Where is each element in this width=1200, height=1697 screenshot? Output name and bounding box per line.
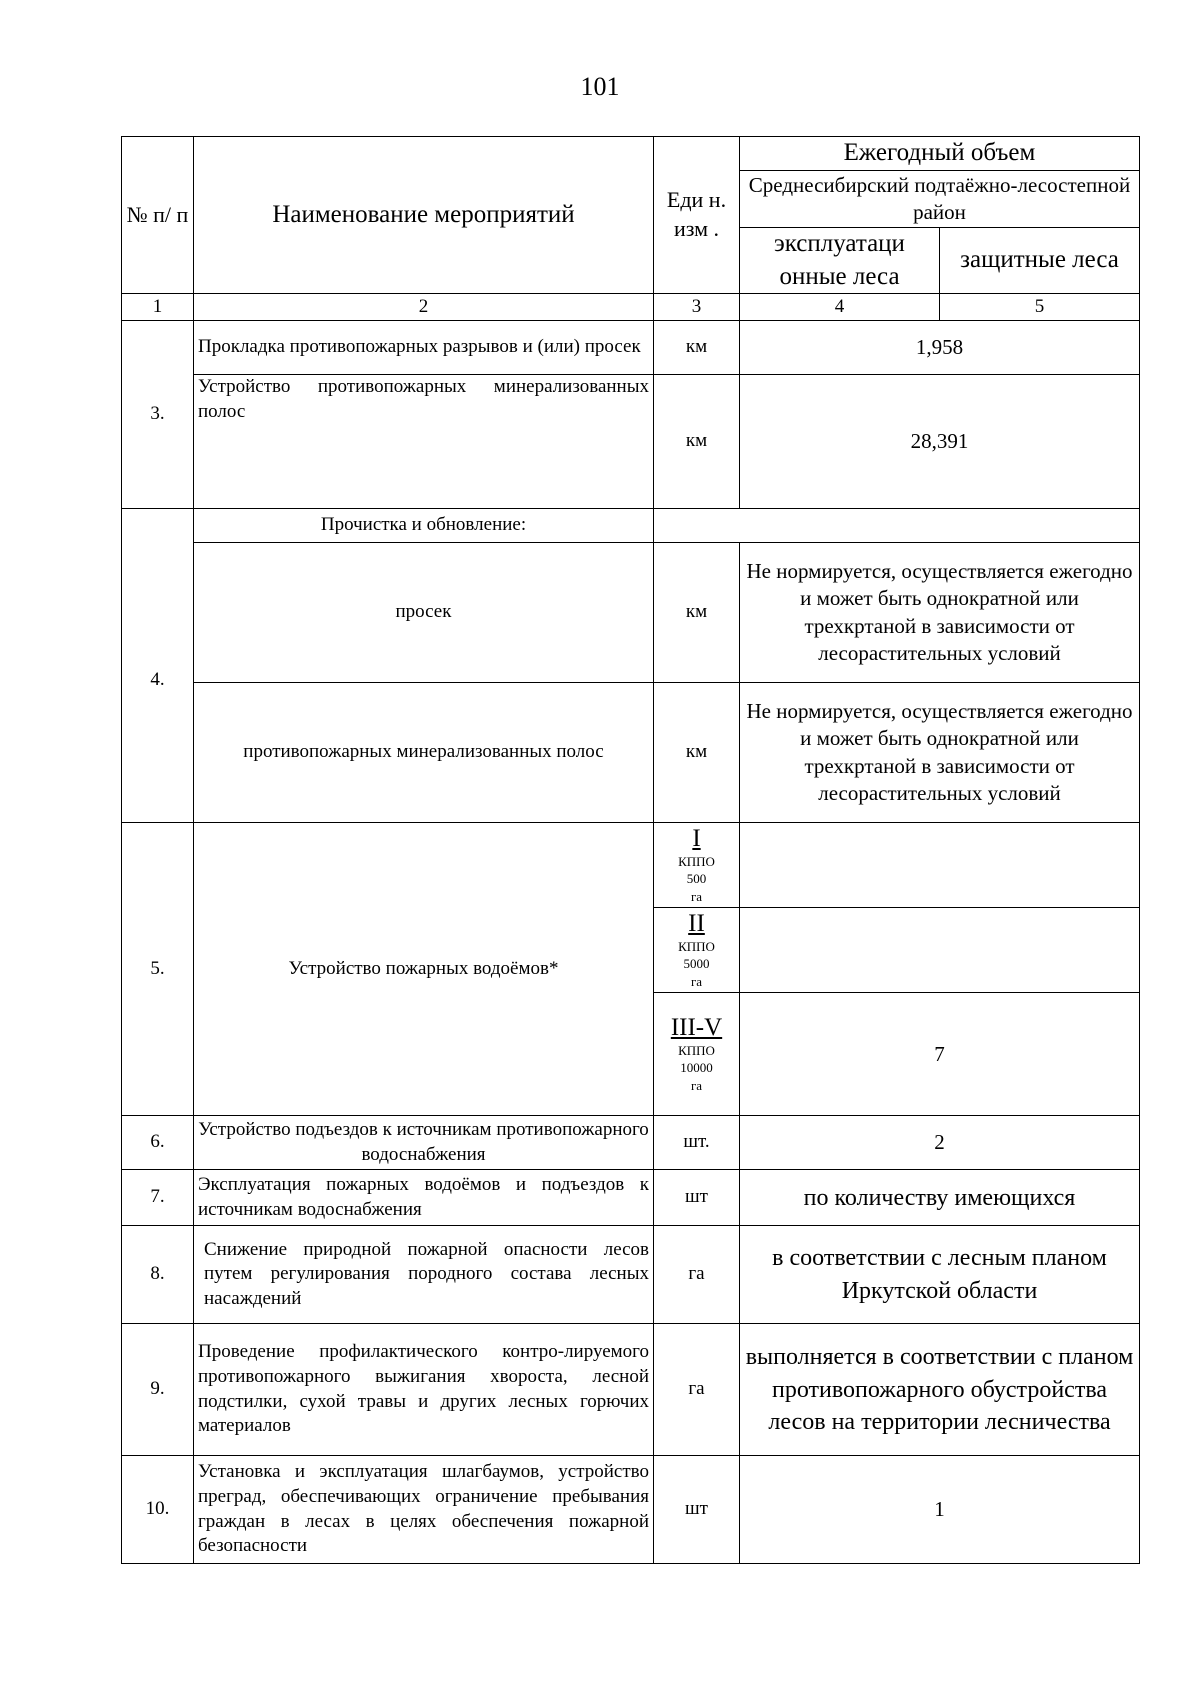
row-4-number: 4. bbox=[122, 509, 194, 823]
row-7-name: Эксплуатация пожарных водоёмов и подъездов к источникам водоснабжения bbox=[194, 1170, 654, 1226]
row-5-value-1 bbox=[740, 823, 1140, 908]
row-4b-value: Не нормируется, осуществляется ежегодно и может быть однократной или трехкртаной в зависимости от лесорастительных условий bbox=[740, 683, 1140, 823]
row-10-unit: шт bbox=[654, 1456, 740, 1564]
row-5-unit-class-2 bbox=[654, 908, 740, 993]
row-4b-unit: км bbox=[654, 683, 740, 823]
unit-class-measure: га bbox=[690, 1077, 703, 1093]
row-10-name: Установка и эксплуатация шлагбаумов, устройство преград, обеспечивающих ограничение пребывания граждан в лесах в целях обеспечения пожарной безопасности bbox=[194, 1456, 654, 1564]
row-10-value: 1 bbox=[740, 1456, 1140, 1564]
row-4-title: Прочистка и обновление: bbox=[194, 509, 654, 543]
header-col-name: Наименование мероприятий bbox=[194, 137, 654, 294]
row-10-number: 10. bbox=[122, 1456, 194, 1564]
row-6-name: Устройство подъездов к источникам противопожарного водоснабжения bbox=[194, 1116, 654, 1170]
row-9-value: выполняется в соответствии с планом противопожарного обустройства лесов на территории лесничества bbox=[740, 1324, 1140, 1456]
row-3a-name: Прокладка противопожарных разрывов и (или) просек bbox=[194, 321, 654, 375]
row-4-title-empty bbox=[654, 509, 1140, 543]
row-7-unit: шт bbox=[654, 1170, 740, 1226]
unit-class-area: 5000 bbox=[683, 956, 710, 972]
row-9-name: Проведение профилактического контро-лируемого противопожарного выжигания хвороста, лесной подстилки, сухой травы и других лесных горючих материалов bbox=[194, 1324, 654, 1456]
unit-class-label: КППО bbox=[678, 853, 715, 869]
row-4a-unit: км bbox=[654, 543, 740, 683]
row-5-value-3: 7 bbox=[740, 993, 1140, 1116]
row-8-value: в соответствии с лесным планом Иркутской области bbox=[740, 1226, 1140, 1324]
row-4a-name: просек bbox=[194, 543, 654, 683]
unit-class-label: КППО bbox=[678, 938, 715, 954]
unit-class-roman: I bbox=[692, 825, 701, 852]
page-number: 101 bbox=[580, 72, 620, 101]
row-5-value-2 bbox=[740, 908, 1140, 993]
row-8-name: Снижение природной пожарной опасности лесов путем регулирования породного состава лесных насаждений bbox=[194, 1226, 654, 1324]
row-5-unit-class-1 bbox=[654, 823, 740, 908]
row-6-value: 2 bbox=[740, 1116, 1140, 1170]
header-col-unit: Еди н. изм . bbox=[654, 137, 740, 294]
row-3-number: 3. bbox=[122, 321, 194, 509]
header-region: Среднесибирский подтаёжно-лесостепной район bbox=[740, 171, 1140, 228]
unit-class-area: 500 bbox=[686, 871, 707, 887]
header-protect-forests: защитные леса bbox=[940, 228, 1140, 294]
row-4b-name: противопожарных минерализованных полос bbox=[194, 683, 654, 823]
row-5-number: 5. bbox=[122, 823, 194, 1116]
row-8-number: 8. bbox=[122, 1226, 194, 1324]
index-cell: 5 bbox=[940, 294, 1140, 321]
row-5-unit-class-3 bbox=[654, 993, 740, 1116]
unit-class-roman: II bbox=[688, 910, 705, 938]
forest-fire-measures-table bbox=[121, 136, 1140, 1564]
unit-class-area: 10000 bbox=[680, 1060, 713, 1076]
row-3a-unit: км bbox=[654, 321, 740, 375]
unit-class-label: КППО bbox=[678, 1042, 715, 1058]
index-cell: 3 bbox=[654, 294, 740, 321]
unit-class-measure: га bbox=[690, 973, 703, 989]
row-9-number: 9. bbox=[122, 1324, 194, 1456]
row-4a-value: Не нормируется, осуществляется ежегодно и может быть однократной или трехкртаной в зависимости от лесорастительных условий bbox=[740, 543, 1140, 683]
row-6-unit: шт. bbox=[654, 1116, 740, 1170]
index-cell: 1 bbox=[122, 294, 194, 321]
header-exploit-forests: эксплуатаци онные леса bbox=[740, 228, 940, 294]
index-cell: 2 bbox=[194, 294, 654, 321]
unit-class-measure: га bbox=[690, 888, 703, 904]
row-3a-value: 1,958 bbox=[740, 321, 1140, 375]
row-6-number: 6. bbox=[122, 1116, 194, 1170]
header-annual-volume: Ежегодный объем bbox=[740, 137, 1140, 171]
row-8-unit: га bbox=[654, 1226, 740, 1324]
row-3b-name: Устройство противопожарных минерализованных полос bbox=[194, 375, 654, 509]
row-3b-value: 28,391 bbox=[740, 375, 1140, 509]
row-5-name: Устройство пожарных водоёмов* bbox=[194, 823, 654, 1116]
unit-class-roman: III-V bbox=[670, 1014, 723, 1042]
row-3b-unit: км bbox=[654, 375, 740, 509]
index-cell: 4 bbox=[740, 294, 940, 321]
row-7-number: 7. bbox=[122, 1170, 194, 1226]
row-7-value: по количеству имеющихся bbox=[740, 1170, 1140, 1226]
header-col-num: № п/ п bbox=[122, 137, 194, 294]
row-9-unit: га bbox=[654, 1324, 740, 1456]
